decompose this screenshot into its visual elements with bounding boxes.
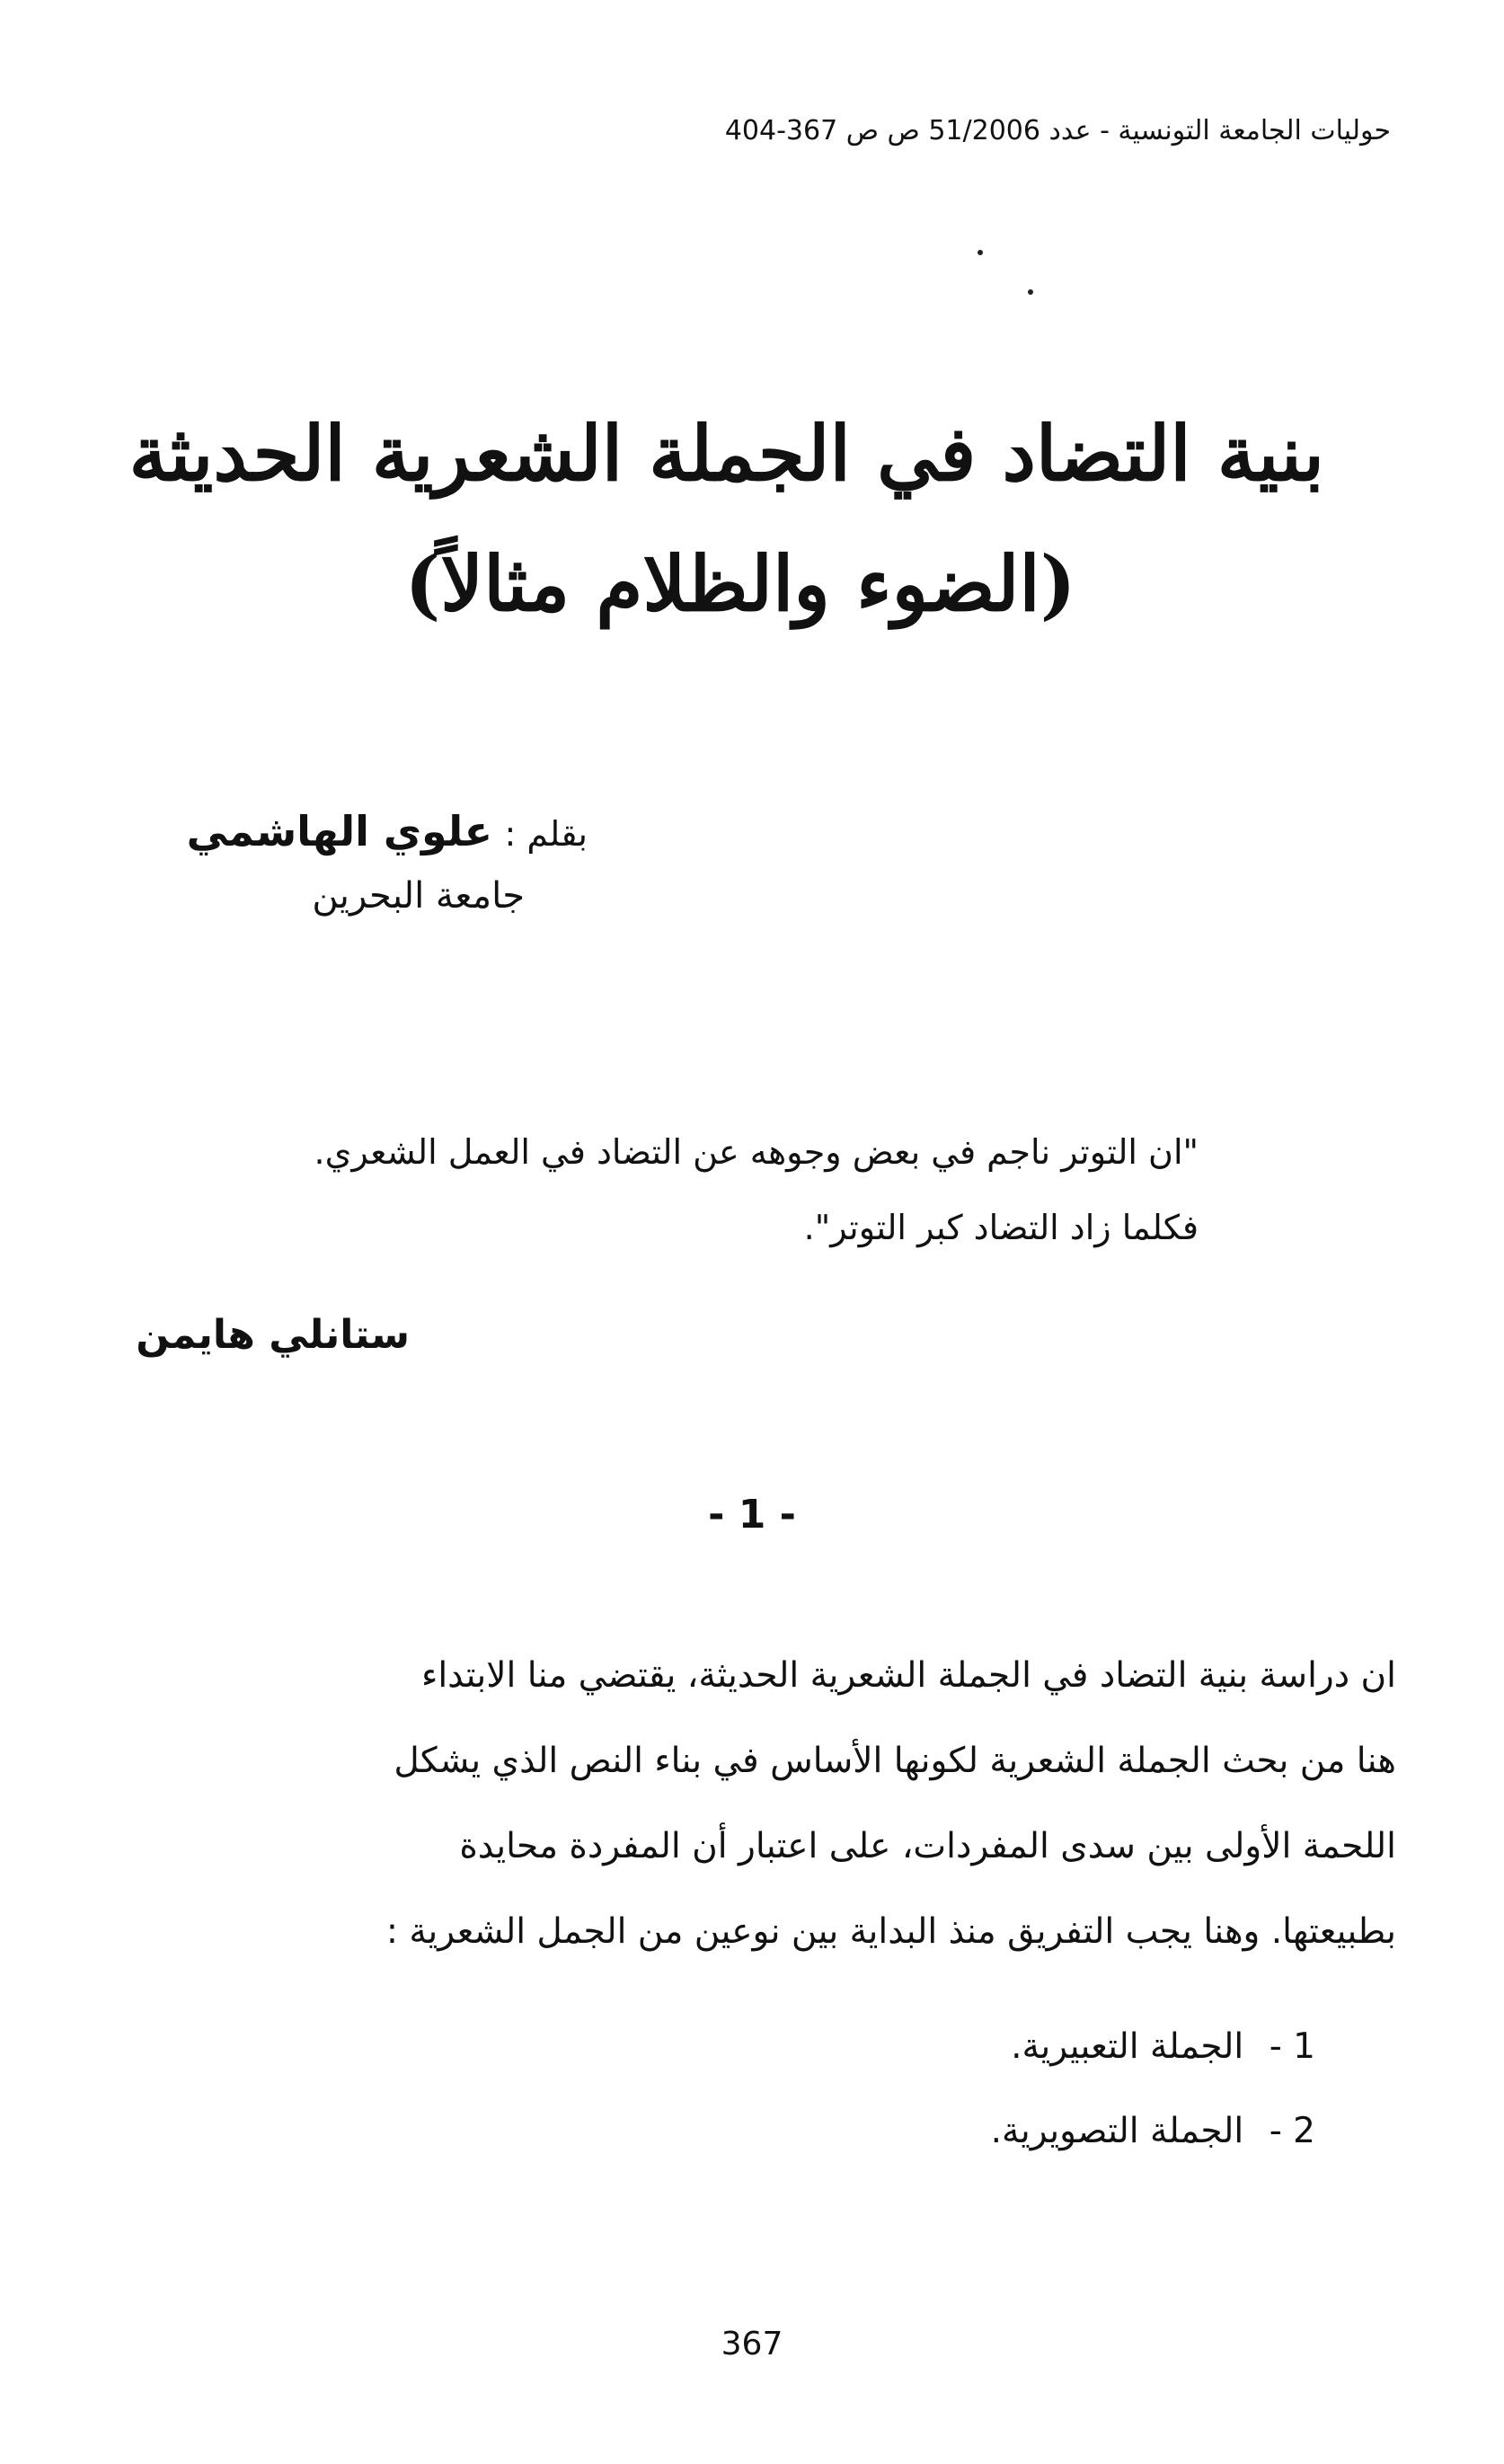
- running-head: حوليات الجامعة التونسية - عدد 51/2006 ص ص 367-404: [724, 115, 1391, 146]
- epigraph: [192, 1132, 1199, 1283]
- section-number: - 1 -: [708, 1492, 796, 1538]
- list-item: [686, 2026, 1315, 2111]
- epigraph-line-2: فكلما زاد التضاد كبر التوتر".: [803, 1208, 1199, 1247]
- body-line: اللحمة الأولى بين سدى المفردات، على اعتبار أن المفردة محايدة: [459, 1826, 1396, 1866]
- scan-dot: [978, 250, 983, 255]
- list-item: [686, 2111, 1315, 2195]
- body-line: ان دراسة بنية التضاد في الجملة الشعرية الحديثة، يقتضي منا الابتداء: [421, 1655, 1396, 1696]
- page-number: 367: [721, 2326, 783, 2362]
- author-line: [165, 807, 588, 855]
- body-line: بطبيعتها. وهنا يجب التفريق منذ البداية بين نوعين من الجمل الشعرية :: [385, 1911, 1396, 1952]
- body-line: هنا من بحث الجملة الشعرية لكونها الأساس في بناء النص الذي يشكل: [394, 1741, 1396, 1781]
- author-affiliation: جامعة البحرين: [312, 875, 525, 917]
- list-item-number: 2 -: [1269, 2111, 1315, 2151]
- epigraph-attribution: ستانلي هايمن: [136, 1312, 410, 1358]
- list-item-text: الجملة التعبيرية.: [1011, 2026, 1244, 2067]
- list-item-number: 1 -: [1269, 2026, 1315, 2067]
- sentence-types-list: [686, 2026, 1315, 2195]
- body-paragraph: [102, 1649, 1396, 1990]
- article-title-line-1: بنية التضاد في الجملة الشعرية الحديثة: [128, 409, 1324, 498]
- scan-dot: [1028, 289, 1033, 295]
- author-name: علوي الهاشمي: [186, 807, 493, 855]
- author-label: بقلم :: [504, 814, 588, 854]
- epigraph-line-1: "ان التوتر ناجم في بعض وجوهه عن التضاد في العمل الشعري.: [314, 1132, 1199, 1172]
- article-title-line-2: (الضوء والظلام مثالاً): [404, 539, 1076, 628]
- list-item-text: الجملة التصويرية.: [990, 2111, 1244, 2151]
- author-block: [165, 807, 588, 917]
